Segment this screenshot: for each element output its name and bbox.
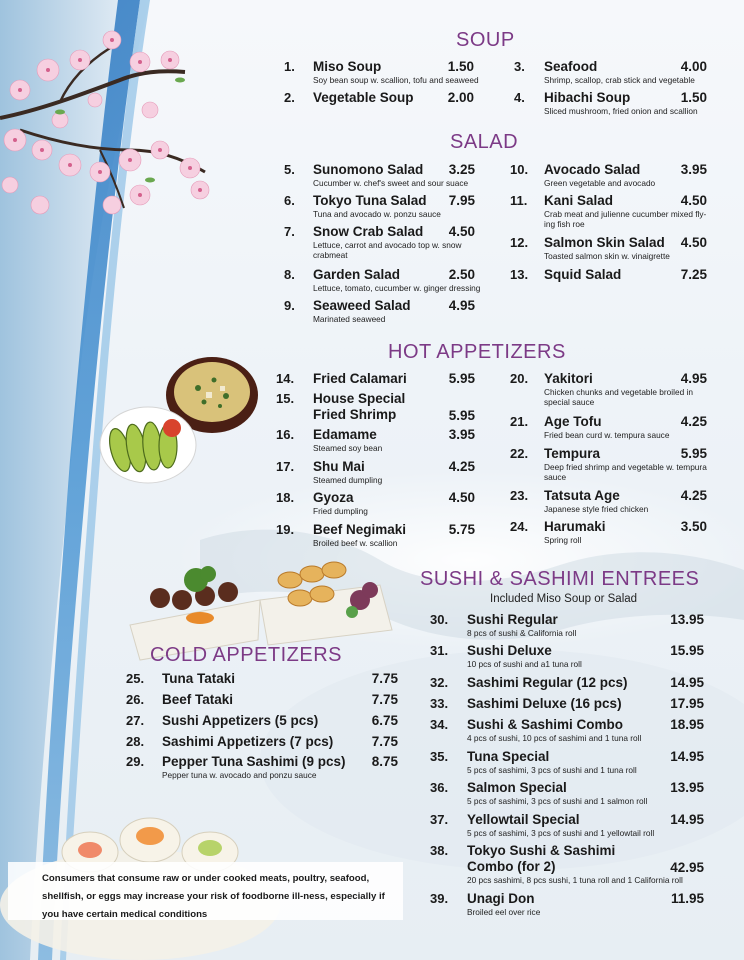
menu-item [430,717,704,747]
item-name: Harumaki [544,519,606,534]
item-price: 4.50 [680,193,707,208]
item-price: 7.95 [448,193,475,208]
item-price: 14.95 [670,812,704,827]
item-description: Fried dumpling [313,506,368,516]
item-description: Broiled beef w. scallion [313,538,398,548]
item-price: 2.50 [448,267,475,282]
menu-item [126,713,398,733]
item-price: 4.25 [680,488,707,503]
item-number: 34. [430,717,449,732]
menu-item [510,193,707,233]
menu-item [284,162,475,192]
item-name: Sushi Regular [467,612,558,627]
item-name: Gyoza [313,490,354,505]
item-number: 37. [430,812,449,827]
menu-item [284,193,475,223]
item-price: 4.25 [680,414,707,429]
item-name: Miso Soup [313,59,382,74]
item-price: 11.95 [670,891,704,906]
item-price: 4.50 [448,490,475,505]
item-number: 3. [514,59,525,74]
menu-item [284,90,474,110]
item-name-continued: Combo (for 2) [467,859,556,874]
item-number: 26. [126,692,145,707]
item-price: 6.75 [371,713,398,728]
menu-item [276,371,475,391]
item-number: 30. [430,612,449,627]
menu-item [430,696,704,716]
item-price: 1.50 [447,59,474,74]
item-number: 23. [510,488,529,503]
menu-item [510,371,707,411]
item-name: Pepper Tuna Sashimi (9 pcs) [162,754,346,769]
menu-item [276,391,475,425]
item-name: Tokyo Sushi & Sashimi [467,843,616,858]
item-price: 3.95 [448,427,475,442]
menu-item [430,675,704,695]
item-name: Seaweed Salad [313,298,411,313]
item-description: Green vegetable and avocado [544,178,656,188]
item-number: 27. [126,713,145,728]
food-safety-notice [8,862,403,920]
item-name: Beef Tataki [162,692,234,707]
item-description: Broiled eel over rice [467,907,541,917]
item-price: 14.95 [670,749,704,764]
item-name: Garden Salad [313,267,401,282]
menu-item [284,267,481,297]
item-price: 5.95 [680,446,707,461]
menu-item [510,488,707,518]
menu-item [430,612,704,642]
item-price: 4.00 [680,59,707,74]
item-description: Spring roll [544,535,582,545]
item-price: 8.75 [371,754,398,769]
item-description: 5 pcs of sashimi, 3 pcs of sushi and 1 salmon roll [467,796,648,806]
item-price: 5.75 [448,522,475,537]
item-price: 3.95 [680,162,707,177]
item-number: 16. [276,427,295,442]
item-description: 20 pcs sashimi, 8 pcs sushi, 1 tuna roll and 1 California roll [467,875,683,885]
item-number: 38. [430,843,449,858]
item-price: 14.95 [670,675,704,690]
sushi-entrees-subtitle: Included Miso Soup or Salad [490,593,638,605]
item-number: 14. [276,371,295,386]
menu-item [430,891,704,921]
item-number: 25. [126,671,145,686]
item-number: 2. [284,90,295,105]
item-number: 35. [430,749,449,764]
item-description: Fried bean curd w. tempura sauce [544,430,670,440]
item-name: Yellowtail Special [467,812,580,827]
item-number: 24. [510,519,529,534]
menu-item [126,692,398,712]
item-number: 31. [430,643,449,658]
item-name: Age Tofu [544,414,602,429]
item-name: Sashimi Appetizers (7 pcs) [162,734,334,749]
item-price: 7.25 [680,267,707,282]
menu-item [284,59,479,89]
menu-item [510,519,707,549]
sushi-entrees-section-title: SUSHI & SASHIMI ENTREES [420,568,700,590]
item-description: Shrimp, scallop, crab stick and vegetable [544,75,695,85]
item-number: 5. [284,162,295,177]
item-number: 18. [276,490,295,505]
item-name: Tokyo Tuna Salad [313,193,427,208]
menu-item [430,780,704,810]
item-name: Edamame [313,427,377,442]
menu-item [514,59,707,89]
item-description: 5 pcs of sashimi, 3 pcs of sushi and 1 yellowtail roll [467,828,655,838]
item-description: Chicken chunks and vegetable broiled in special sauce [544,387,693,407]
item-price: 2.00 [447,90,474,105]
item-name: Sushi & Sashimi Combo [467,717,624,732]
item-description: Toasted salmon skin w. vinaigrette [544,251,670,261]
item-description: 8 pcs of sushi & California roll [467,628,577,638]
item-description: Marinated seaweed [313,314,386,324]
item-name: Shu Mai [313,459,365,474]
item-description: Lettuce, tomato, cucumber w. ginger dressing [313,283,481,293]
item-price: 5.95 [448,408,475,423]
item-description: Deep fried shrimp and vegetable w. tempura sauce [544,462,707,482]
item-number: 6. [284,193,295,208]
item-number: 32. [430,675,449,690]
item-price: 4.95 [680,371,707,386]
item-price: 4.50 [680,235,707,250]
item-number: 21. [510,414,529,429]
salad-section-title: SALAD [450,131,519,153]
item-price: 7.75 [371,692,398,707]
menu-item [430,749,704,779]
menu-item [510,162,707,192]
menu-item [276,459,475,489]
menu-item [510,414,707,444]
item-name: Tuna Special [467,749,550,764]
menu-item [430,843,704,887]
item-name: Yakitori [544,371,593,386]
menu-item [276,427,475,457]
item-name: Hibachi Soup [544,90,631,105]
item-number: 9. [284,298,295,313]
item-number: 8. [284,267,295,282]
item-number: 22. [510,446,529,461]
item-description: Lettuce, carrot and avocado top w. snow crabmeat [313,240,462,260]
menu-item [276,522,475,552]
menu-item [510,267,707,287]
hot-appetizers-section-title: HOT APPETIZERS [388,341,566,363]
item-description: 10 pcs of sushi and a1 tuna roll [467,659,582,669]
item-name: Avocado Salad [544,162,641,177]
item-name: Sashimi Deluxe (16 pcs) [467,696,622,711]
item-price: 13.95 [670,780,704,795]
menu-item [126,754,398,784]
item-number: 17. [276,459,295,474]
menu-item [276,490,475,520]
item-description: Japanese style fried chicken [544,504,649,514]
menu-item [126,671,398,691]
item-name: Salmon Skin Salad [544,235,665,250]
cold-appetizers-section-title: COLD APPETIZERS [150,644,342,666]
item-price: 42.95 [670,860,704,875]
item-name: Tatsuta Age [544,488,620,503]
item-price: 18.95 [670,717,704,732]
item-number: 4. [514,90,525,105]
item-name: Salmon Special [467,780,567,795]
item-price: 17.95 [670,696,704,711]
item-name: Snow Crab Salad [313,224,424,239]
item-description: 4 pcs of sushi, 10 pcs of sashimi and 1 tuna roll [467,733,642,743]
item-price: 13.95 [670,612,704,627]
menu-item [430,643,704,673]
menu-item [514,90,707,120]
item-number: 13. [510,267,529,282]
item-number: 29. [126,754,145,769]
item-number: 7. [284,224,295,239]
item-number: 33. [430,696,449,711]
item-price: 7.75 [371,734,398,749]
item-name: Sunomono Salad [313,162,424,177]
item-name: Beef Negimaki [313,522,407,537]
item-number: 15. [276,391,295,406]
item-description: Crab meat and julienne cucumber mixed fly-ing fish roe [544,209,707,229]
item-name: Vegetable Soup [313,90,414,105]
item-name: Sushi Deluxe [467,643,552,658]
item-name: House Special [313,391,406,406]
item-description: Sliced mushroom, fried onion and scallion [544,106,698,116]
item-price: 15.95 [670,643,704,658]
item-price: 1.50 [680,90,707,105]
item-description: Soy bean soup w. scallion, tofu and seaweed [313,75,479,85]
item-price: 4.95 [448,298,475,313]
item-number: 19. [276,522,295,537]
item-price: 3.50 [680,519,707,534]
menu-item [284,224,475,264]
item-description: Pepper tuna w. avocado and ponzu sauce [162,770,317,780]
item-number: 36. [430,780,449,795]
item-number: 39. [430,891,449,906]
item-description: Cucumber w. chef's sweet and sour suace [313,178,469,188]
item-name: Tempura [544,446,601,461]
item-name: Squid Salad [544,267,622,282]
item-price: 7.75 [371,671,398,686]
item-description: Steamed soy bean [313,443,383,453]
item-name: Sushi Appetizers (5 pcs) [162,713,319,728]
item-number: 11. [510,193,528,208]
menu-item [510,235,707,265]
menu-item [126,734,398,754]
item-number: 12. [510,235,529,250]
menu-item [284,298,475,328]
item-name: Unagi Don [467,891,535,906]
item-name: Tuna Tataki [162,671,236,686]
item-price: 4.25 [448,459,475,474]
item-price: 4.50 [448,224,475,239]
item-name: Kani Salad [544,193,614,208]
menu-item [510,446,707,486]
notice-text: Consumers that consume raw or under cooked meats, poultry, seafood, shellfish, or eggs may increase your risk of foodborne ill-ness, especially if you have certain medical conditions [42,873,385,920]
item-name: Seafood [544,59,598,74]
item-number: 10. [510,162,529,177]
item-price: 3.25 [448,162,475,177]
item-number: 20. [510,371,529,386]
item-name: Sashimi Regular (12 pcs) [467,675,628,690]
item-number: 28. [126,734,145,749]
item-name: Fried Calamari [313,371,407,386]
item-name-continued: Fried Shrimp [313,407,397,422]
item-description: Steamed dumpling [313,475,383,485]
soup-section-title: SOUP [456,29,515,51]
item-description: 5 pcs of sashimi, 3 pcs of sushi and 1 tuna roll [467,765,637,775]
item-number: 1. [284,59,295,74]
menu-item [430,812,704,842]
item-description: Tuna and avocado w. ponzu sauce [313,209,441,219]
item-price: 5.95 [448,371,475,386]
